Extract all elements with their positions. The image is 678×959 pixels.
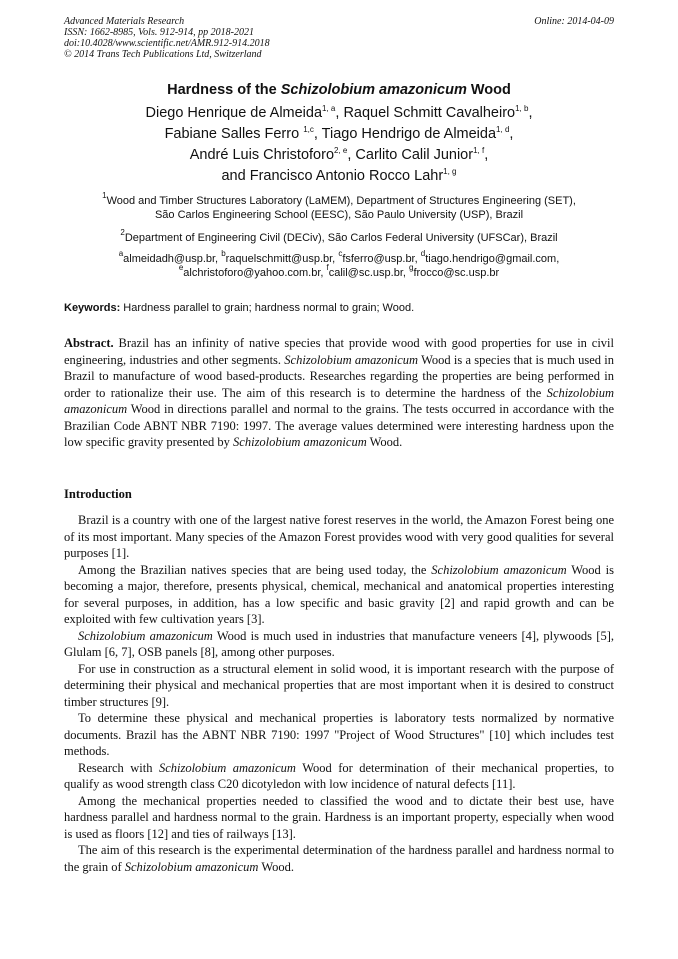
keywords <box>64 302 414 314</box>
email-address: raquelschmitt@usp.br, <box>225 253 339 265</box>
email-sup: g <box>408 263 414 272</box>
intro-paragraph <box>64 760 614 793</box>
author-sup: 1,c <box>303 125 314 134</box>
email-line-1 <box>0 249 678 266</box>
author-name: Fabiane Salles Ferro <box>164 126 304 142</box>
affiliation-1 <box>0 191 678 222</box>
author-name: Raquel Schmitt Cavalheiro <box>343 105 516 121</box>
intro-paragraph <box>64 628 614 661</box>
journal-name: Advanced Materials Research <box>64 16 185 27</box>
keywords-text: Hardness parallel to grain; hardness normal to grain; Wood. <box>120 302 415 314</box>
species-name: Schizolobium amazonicum <box>284 352 419 367</box>
doi-line: doi:10.4028/www.scientific.net/AMR.912-914.2018 <box>64 38 270 49</box>
paragraph-text: Research with <box>78 760 159 775</box>
affiliation-1-line-2: São Carlos Engineering School (EESC), São Paulo University (USP), Brazil <box>154 209 524 221</box>
abstract-text: Wood is a species that is much used in Brazil to manufacture of wood based-products. Researches regarding the properties are being performed in order to rationalize their use. The aim of this research is to determine the hardness of the <box>64 352 614 400</box>
author-line-3: André Luis Christoforo$^{2, e}$, Carlito Calil Junior$^{1, f}$, <box>189 146 489 163</box>
section-heading-introduction: Introduction <box>64 487 132 501</box>
paragraph-text: Wood is much used in industries that manufacture veneers [4], plywoods [5], Glulam [6, 7], OSB panels [8], among other purposes. <box>64 628 614 659</box>
email-address: alchristoforo@yahoo.com.br, <box>183 267 327 279</box>
keywords-label: Keywords: <box>64 302 121 314</box>
email-sup: e <box>178 263 184 272</box>
paragraph-text: Wood. <box>258 859 295 874</box>
email-sup: f <box>326 263 329 272</box>
author-list <box>0 103 678 187</box>
author-sup: 1, g <box>443 167 457 176</box>
species-name: Schizolobium amazonicum <box>158 760 296 775</box>
title-post: Wood <box>466 82 511 98</box>
paper-title <box>0 82 678 98</box>
affiliation-text: Department of Engineering Civil (DECiv), São Carlos Federal University (UFSCar), Brazil <box>124 232 558 244</box>
author-and: and <box>221 168 250 184</box>
introduction-body <box>64 512 614 875</box>
author-line-4 <box>0 166 678 187</box>
paragraph-text: Among the Brazilian natives species that are being used today, the <box>78 562 432 577</box>
author-name: Francisco Antonio Rocco Lahr <box>249 168 444 184</box>
email-address: fsferro@usp.br, <box>342 253 421 265</box>
affiliation-sup: 1 <box>102 191 107 200</box>
author-sup: 1, f <box>473 146 485 155</box>
email-sup: b <box>221 249 226 258</box>
paragraph-text: The aim of this research is the experimental determination of the hardness parallel and hardness normal to the grain of <box>64 843 614 874</box>
email-address: frocco@sc.usp.br <box>413 267 500 279</box>
intro-paragraph <box>64 842 614 875</box>
author-name: Carlito Calil Junior <box>355 147 474 163</box>
species-name: Schizolobium amazonicum <box>78 628 213 643</box>
intro-paragraph: Brazil is a country with one of the largest native forest reserves in the world, the Amazon Forest being one of its most important. Many species of the Amazon Forest provides wood with very good qualities for several purposes [1]. <box>64 513 614 560</box>
affiliation-2 <box>0 228 678 245</box>
email-address: tiago.hendrigo@gmail.com, <box>425 253 560 265</box>
author-sup: 1, d <box>496 125 510 134</box>
author-name: André Luis Christoforo <box>189 147 335 163</box>
author-sup: 1, a <box>322 104 336 113</box>
email-line-2 <box>0 263 678 280</box>
email-sup: d <box>420 249 426 258</box>
title-pre: Hardness of the <box>167 82 281 98</box>
paragraph-text: Wood is becoming a major, therefore, presents physical, chemical, mechanical and anatomical properties interesting for several purposes, in addition, has a low specific and basic gravity [2] and rapid growth and can be exploited with few cultivation years [3]. <box>64 562 614 626</box>
author-sup: 1, b <box>515 104 529 113</box>
author-line-1: Diego Henrique de Almeida$^{1, a}$, Raquel Schmitt Cavalheiro$^{1, b}$, <box>145 104 533 121</box>
copyright-line: © 2014 Trans Tech Publications Ltd, Switzerland <box>64 49 262 60</box>
affiliation-sup: 2 <box>120 228 125 237</box>
issn-line: ISSN: 1662-8985, Vols. 912-914, pp 2018-2021 <box>64 27 254 38</box>
journal-header <box>64 16 270 60</box>
author-name: Tiago Hendrigo de Almeida <box>321 126 497 142</box>
species-name: Schizolobium amazonicum <box>64 385 614 416</box>
intro-paragraph: For use in construction as a structural element in solid wood, it is important research with the purpose of determining their physical and mechanical properties that are most important when it is desired to construct timber structures [9]. <box>64 661 614 709</box>
email-list <box>0 249 678 280</box>
email-sup: c <box>338 249 343 258</box>
species-name: Schizolobium amazonicum <box>431 562 567 577</box>
intro-paragraph: To determine these physical and mechanical properties is laboratory tests normalized by normative documents. Brazil has the ABNT NBR 7190: 1997 "Project of Wood Structures" [10] which includes test methods. <box>64 711 614 758</box>
email-address: calil@sc.usp.br, <box>328 267 409 279</box>
abstract-paragraph <box>64 335 614 451</box>
email-address: almeidadh@usp.br, <box>123 253 222 265</box>
abstract-label: Abstract. <box>64 336 114 350</box>
affiliation-text: Wood and Timber Structures Laboratory (LaMEM), Department of Structures Engineering (SET), <box>106 195 576 207</box>
author-name: Diego Henrique de Almeida <box>145 105 323 121</box>
title-species: Schizolobium amazonicum <box>280 82 467 98</box>
abstract-text: Wood in directions parallel and normal to the grains. The tests occurred in accordance with the Brazilian Code ABNT NBR 7190: 1997. The average values determined were interesting hardness upon the low specific gravity presented by <box>64 402 614 449</box>
abstract-text: Brazil has an infinity of native species that provide wood with good properties for use in civil engineering, industries and other segments. <box>64 336 614 367</box>
paragraph-text: Wood for determination of their mechanical properties, to qualify as wood strength class C20 dicotyledon with low incidence of natural defects [11]. <box>64 760 614 791</box>
author-sup: 2, e <box>334 146 348 155</box>
intro-paragraph: Among the mechanical properties needed to classified the wood and to dictate their best use, have hardness parallel and hardness normal to the grain. Hardness is an important property, especially when wood is used as floors [12] and ties of railways [13]. <box>64 793 614 841</box>
affiliation-1-line-1 <box>0 191 678 208</box>
email-sup: a <box>118 249 124 258</box>
author-line-2: Fabiane Salles Ferro $^{1,c}$, Tiago Hendrigo de Almeida$^{1, d}$, <box>164 125 514 142</box>
abstract-text: Wood. <box>366 435 403 449</box>
online-date: Online: 2014-04-09 <box>534 16 614 27</box>
species-name: Schizolobium amazonicum <box>233 435 367 449</box>
intro-paragraph <box>64 562 614 628</box>
abstract <box>64 335 614 451</box>
species-name: Schizolobium amazonicum <box>124 859 259 874</box>
